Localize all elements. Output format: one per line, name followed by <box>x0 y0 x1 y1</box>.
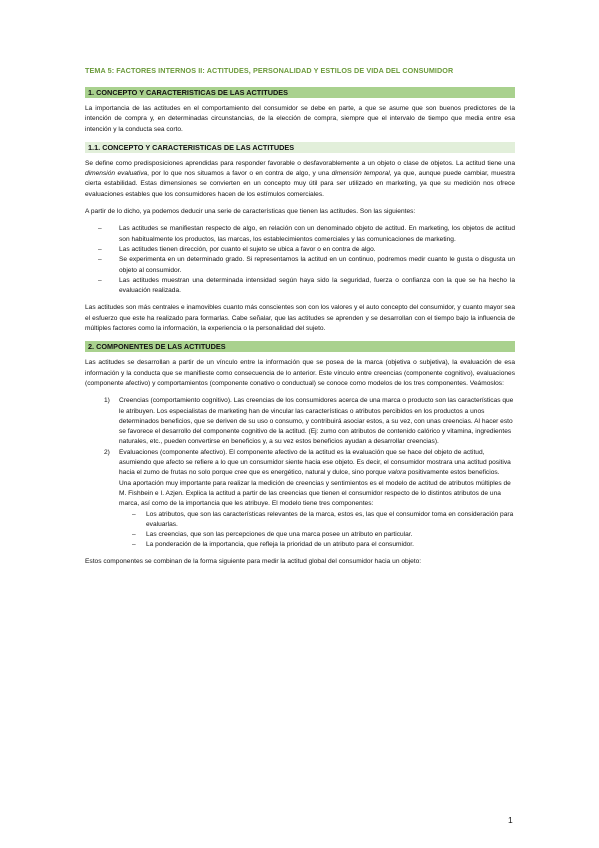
characteristics-list <box>119 224 515 296</box>
list-item-text: Creencias (comportamiento cognitivo). Las creencias de los consumidores acerca de una marca o producto son las características que le atribuyen. Los especialistas de marketing han de vincular las características o atributos percibidos en los productos a unos determinados beneficios, que se deriven de su uso o consumo, y contribuirá asociar estos, a su vez, con unas creencias. Al hacer esto se favorece el desarrollo del componente cognitivo de la actitud. (Ej: zumo con atributos de contenido calórico y vitamina, ingredientes naturales, etc., pueden convertirse en beneficios y, a su vez estos beneficios ayudan a desarrollar creencias). <box>119 397 514 446</box>
page-number: 1 <box>508 815 513 825</box>
definition-emphasis-2: dimensión temporal <box>331 170 390 178</box>
list-item <box>104 396 515 447</box>
list-item <box>104 448 515 551</box>
evaluation-mid: que es energético, natural y dulce, sino porque <box>247 469 389 477</box>
list-item-text <box>119 449 511 477</box>
definition-post: , ya que, aunque puede cambiar, muestra cierta estabilidad. Estas dimensiones se convierten en un concepto muy útil para ser utilizado en marketing, ya que su medición nos ofrece evaluaciones estables que los consumidores hacen de los estímulos comerciales. <box>85 170 515 198</box>
section-2-intro: Las actitudes se desarrollan a partir de un vínculo entre la información que se posea de la marca (objetiva o subjetiva), la evaluación de esa información y la conducta que se manifieste como consecuencia de lo anterior. Este vínculo entre creencias (componente cognitivo), evaluaciones (componente afectivo) y comportamientos (componente conativo o conductual) se conoce como modelos de los tres componentes. Veámoslos: <box>85 359 515 387</box>
evaluation-pre: Evaluaciones (componente afectivo). El componente afectivo de la actitud es la evaluación que se hace del objeto de actitud, asumiendo que afecto se refiere a lo que un consumidor siente hacia ese objeto. Es decir, el consumidor mostrara una actitud positiva hacia el zumo de frutas no solo porque <box>119 448 511 477</box>
characteristics-intro: A partir de lo dicho, ya podemos deducir una serie de características que tienen las actitudes. Son las siguientes: <box>85 208 416 216</box>
definition-mid: , por lo que nos situamos a favor o en contra de algo, y una <box>147 170 332 178</box>
section-heading-2: 2. COMPONENTES DE LAS ACTITUDES <box>85 341 515 352</box>
model-components-list <box>146 510 515 551</box>
list-item: – Se experimenta en un determinado grado. Si representamos la actitud en un continuo, podremos medir cuanto le gusta o disgusta un objeto al consumidor. <box>119 255 515 276</box>
section-heading-1: 1. CONCEPTO Y CARACTERISTICAS DE LAS ACTITUDES <box>85 87 515 98</box>
definition-emphasis-1: dimensión evaluativa <box>85 170 148 178</box>
evaluation-post: positivamente estos beneficios. <box>406 469 500 477</box>
list-item: – Las actitudes muestran una determinada intensidad según haya sido la seguridad, fuerza o confianza con la que se ha hecho la evaluación realizada. <box>119 276 515 297</box>
list-number: 2) <box>104 448 110 456</box>
list-item: – Las actitudes se manifiestan respecto de algo, en relación con un denominado objeto de actitud. En marketing, los objetos de actitud son habitualmente los productos, las marcas, los establecimientos comerciales y las comunicaciones de marketing. <box>119 224 515 245</box>
list-item: – Las actitudes tienen dirección, por cuanto el sujeto se ubica a favor o en contra de algo. <box>119 245 515 255</box>
list-item: – Los atributos, que son las características relevantes de la marca, estos es, las que el consumidor toma en consideración para evaluarlas. <box>146 510 515 531</box>
evaluation-emphasis-2: valora <box>388 469 407 477</box>
document-title: TEMA 5: FACTORES INTERNOS II: ACTITUDES, PERSONALIDAD Y ESTILOS DE VIDA DEL CONSUMIDOR <box>85 66 454 75</box>
components-list <box>104 396 515 550</box>
definition-pre: Se define como predisposiciones aprendidas para responder favorable o desfavorablemente a un objeto o clase de objetos. La actitud tiene una <box>85 159 515 167</box>
document-page <box>85 66 515 574</box>
section-1-closing: Las actitudes son más centrales e inamovibles cuanto más conscientes son con los valores y el auto concepto del consumidor, y cuanto mayor sea el esfuerzo que este ha realizado para formarlas. Cabe señalar, que las actitudes se aprenden y se desarrollan con el tiempo bajo la influencia de múltiples factores como la información, la experiencia o la personalidad del sujeto. <box>85 304 515 333</box>
subsection-heading-1-1: 1.1. CONCEPTO Y CARACTERISTICAS DE LAS ACTITUDES <box>85 142 515 153</box>
definition-paragraph <box>85 159 515 200</box>
evaluation-emphasis-1: cree <box>234 469 248 477</box>
list-item: – Las creencias, que son las percepciones de que una marca posee un atributo en particular. <box>146 530 515 540</box>
list-number: 1) <box>104 397 110 405</box>
section-1-intro: La importancia de las actitudes en el comportamiento del consumidor se debe en parte, a que se asume que son buenos predictores de la intención de compra y, en determinadas circunstancias, de la elección de compra, siempre que el intervalo de tiempo que media entre esa intención y la conducta sea corto. <box>85 105 515 133</box>
model-description: Una aportación muy importante para realizar la medición de creencias y sentimientos es el modelo de actitud de atributos múltiples de M. Fishbein e I. Azjen. Explica la actitud a partir de las creencias que tienen el consumidor respecto de lo distintos atributos de una marca, así como de la importancia que les atribuye. El modelo tiene tres componentes: <box>119 479 511 508</box>
section-2-closing: Estos componentes se combinan de la forma siguiente para medir la actitud global del consumidor hacia un objeto: <box>85 557 422 565</box>
list-item: – La ponderación de la importancia, que refleja la prioridad de un atributo para el consumidor. <box>146 540 515 550</box>
